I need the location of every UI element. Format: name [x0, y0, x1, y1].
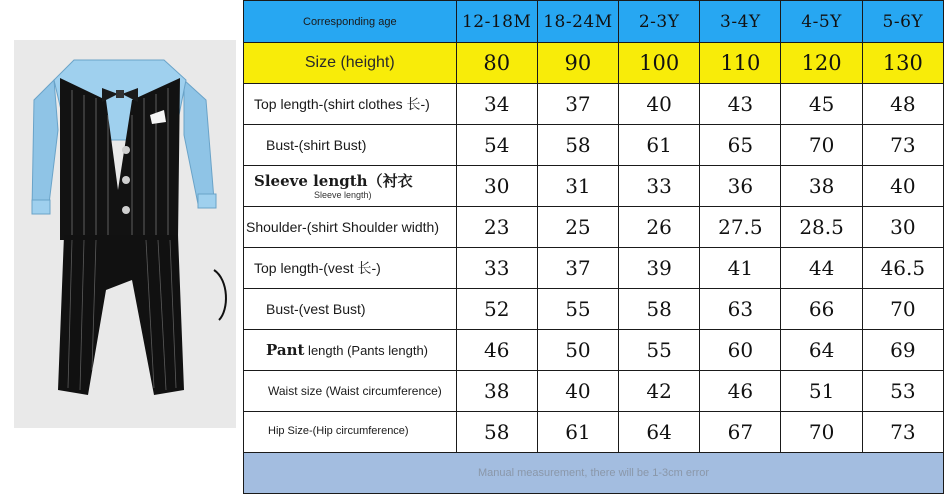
measurement-cell: 61 [619, 125, 700, 166]
measurement-cell: 45 [781, 84, 862, 125]
measurement-cell: 40 [862, 166, 943, 207]
measurement-cell: 73 [862, 412, 943, 453]
row-label: Hip Size-(Hip circumference) [244, 412, 457, 453]
age-row-label: Corresponding age [244, 1, 457, 43]
measurement-cell: 46.5 [862, 248, 943, 289]
product-photo-panel [0, 0, 243, 494]
measurement-cell: 46 [700, 371, 781, 412]
size-cell: 110 [700, 43, 781, 84]
age-cell: 4-5Y [781, 1, 862, 43]
measurement-cell: 33 [456, 248, 537, 289]
age-cell: 2-3Y [619, 1, 700, 43]
measurement-cell: 55 [619, 330, 700, 371]
row-label: Bust-(shirt Bust) [244, 125, 457, 166]
size-chart-table [243, 0, 944, 494]
row-label [244, 166, 457, 207]
measurement-cell: 48 [862, 84, 943, 125]
measurement-note: Manual measurement, there will be 1-3cm error [244, 453, 944, 494]
measurement-cell: 38 [456, 371, 537, 412]
measurement-row-hip [244, 412, 944, 453]
age-cell: 12-18M [456, 1, 537, 43]
row-label: Shoulder-(shirt Shoulder width) [244, 207, 457, 248]
outfit-illustration [14, 40, 236, 428]
measurement-cell: 61 [537, 412, 618, 453]
row-label: Bust-(vest Bust) [244, 289, 457, 330]
measurement-cell: 26 [619, 207, 700, 248]
measurement-cell: 65 [700, 125, 781, 166]
measurement-cell: 64 [781, 330, 862, 371]
measurement-cell: 54 [456, 125, 537, 166]
measurement-row-pant-length [244, 330, 944, 371]
measurement-cell: 52 [456, 289, 537, 330]
measurement-cell: 66 [781, 289, 862, 330]
measurement-cell: 58 [619, 289, 700, 330]
measurement-cell: 41 [700, 248, 781, 289]
measurement-row-shoulder [244, 207, 944, 248]
measurement-cell: 63 [700, 289, 781, 330]
size-cell: 100 [619, 43, 700, 84]
measurement-cell: 38 [781, 166, 862, 207]
age-cell: 5-6Y [862, 1, 943, 43]
product-photo [14, 40, 236, 428]
size-row [244, 43, 944, 84]
measurement-cell: 33 [619, 166, 700, 207]
size-row-label: Size (height) [244, 43, 457, 84]
measurement-cell: 58 [537, 125, 618, 166]
measurement-cell: 53 [862, 371, 943, 412]
footer-row [244, 453, 944, 494]
row-label-main: Sleeve length（衬衣 [254, 171, 413, 190]
size-cell: 90 [537, 43, 618, 84]
row-label-main: Pant [266, 341, 305, 359]
measurement-cell: 39 [619, 248, 700, 289]
measurement-row-shirt-bust [244, 125, 944, 166]
measurement-cell: 34 [456, 84, 537, 125]
measurement-cell: 70 [862, 289, 943, 330]
row-label: Top length-(shirt clothes 长-) [244, 84, 457, 125]
measurement-cell: 73 [862, 125, 943, 166]
measurement-row-sleeve [244, 166, 944, 207]
measurement-cell: 70 [781, 412, 862, 453]
measurement-row-vest-length [244, 248, 944, 289]
measurement-cell: 28.5 [781, 207, 862, 248]
row-label-rest: length (Pants length) [304, 343, 429, 358]
measurement-cell: 60 [700, 330, 781, 371]
measurement-cell: 37 [537, 84, 618, 125]
measurement-cell: 31 [537, 166, 618, 207]
measurement-cell: 70 [781, 125, 862, 166]
age-cell: 18-24M [537, 1, 618, 43]
measurement-cell: 69 [862, 330, 943, 371]
measurement-row-vest-bust [244, 289, 944, 330]
measurement-cell: 64 [619, 412, 700, 453]
measurement-cell: 37 [537, 248, 618, 289]
row-label [244, 330, 457, 371]
measurement-cell: 58 [456, 412, 537, 453]
row-label: Waist size (Waist circumference) [244, 371, 457, 412]
row-label-sub: Sleeve length) [314, 189, 372, 200]
measurement-cell: 30 [456, 166, 537, 207]
measurement-row-shirt-length [244, 84, 944, 125]
measurement-cell: 36 [700, 166, 781, 207]
measurement-cell: 46 [456, 330, 537, 371]
measurement-cell: 25 [537, 207, 618, 248]
measurement-cell: 51 [781, 371, 862, 412]
measurement-cell: 44 [781, 248, 862, 289]
row-label: Top length-(vest 长-) [244, 248, 457, 289]
measurement-cell: 30 [862, 207, 943, 248]
measurement-cell: 40 [537, 371, 618, 412]
measurement-cell: 40 [619, 84, 700, 125]
age-cell: 3-4Y [700, 1, 781, 43]
size-cell: 130 [862, 43, 943, 84]
measurement-cell: 55 [537, 289, 618, 330]
measurement-row-waist [244, 371, 944, 412]
measurement-cell: 23 [456, 207, 537, 248]
age-row [244, 1, 944, 43]
measurement-cell: 50 [537, 330, 618, 371]
measurement-cell: 27.5 [700, 207, 781, 248]
measurement-cell: 43 [700, 84, 781, 125]
measurement-cell: 42 [619, 371, 700, 412]
size-cell: 80 [456, 43, 537, 84]
measurement-cell: 67 [700, 412, 781, 453]
size-cell: 120 [781, 43, 862, 84]
